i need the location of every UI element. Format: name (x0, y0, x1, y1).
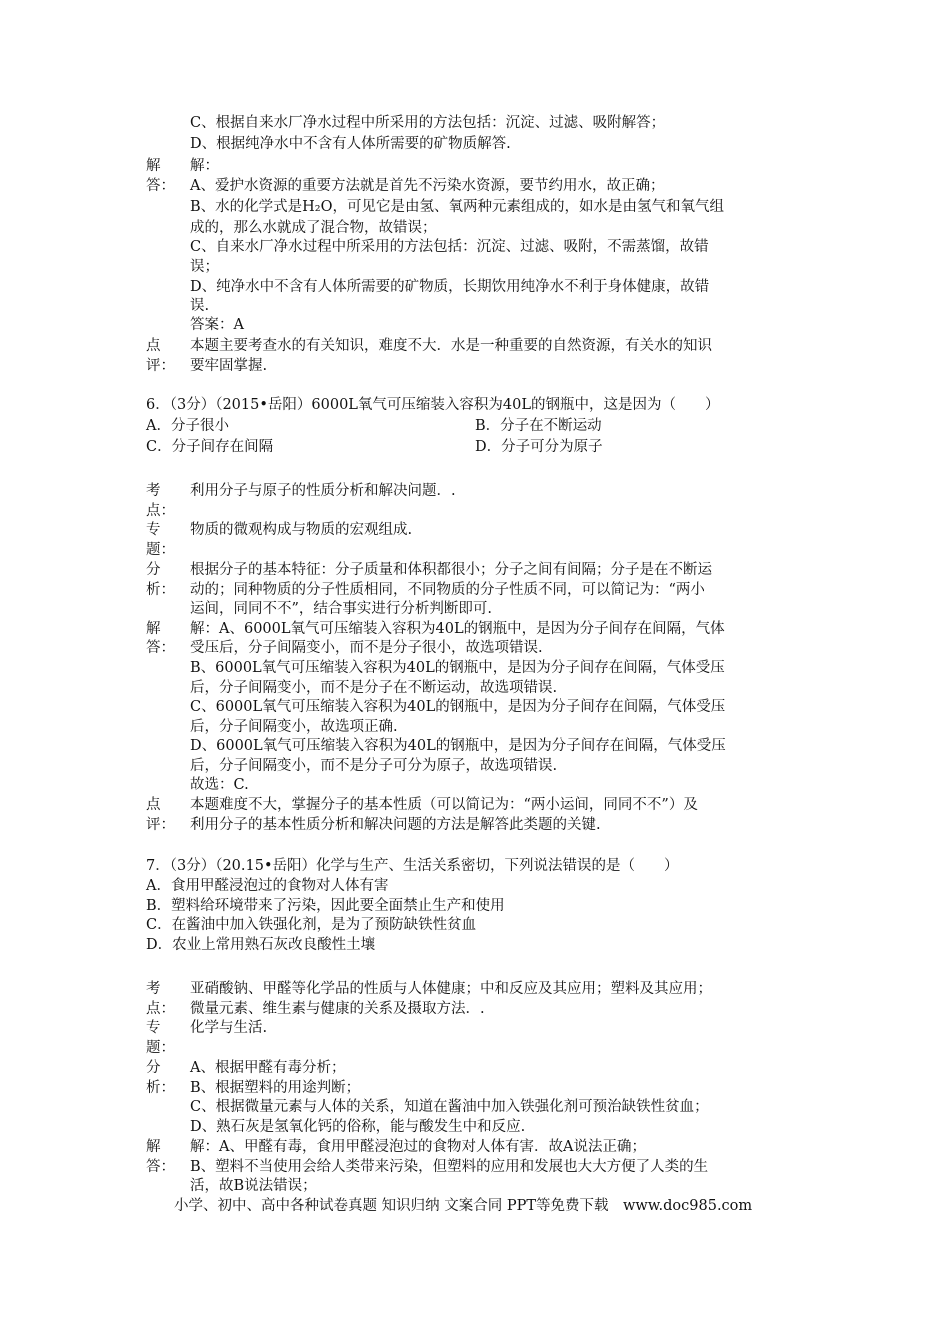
section-label: 答： (146, 640, 175, 656)
section-label: 解 (146, 158, 161, 174)
text-line: C．分子间存在间隔 (146, 439, 274, 455)
text-line: B．塑料给环境带来了污染，因此要全面禁止生产和使用 (146, 898, 505, 914)
text-line: 解： (190, 158, 219, 174)
text-line: D、6000L氧气可压缩装入容积为40L的钢瓶中，是因为分子间存在间隔，气体受压 (190, 738, 726, 754)
section-label: 点 (146, 797, 161, 813)
text-line: 运间，同同不不”，结合事实进行分析判断即可. (190, 601, 493, 617)
text-line: B、塑料不当使用会给人类带来污染，但塑料的应用和发展也大大方便了人类的生 (190, 1159, 709, 1175)
section-label: 解 (146, 621, 161, 637)
text-line: C、根据自来水厂净水过程中所采用的方法包括：沉淀、过滤、吸附解答； (190, 115, 666, 131)
text-line: B．分子在不断运动 (475, 418, 602, 434)
section-label: 专 (146, 1020, 161, 1036)
text-line: A．食用甲醛浸泡过的食物对人体有害 (146, 878, 389, 894)
text-line: 活，故B说法错误； (190, 1178, 317, 1194)
section-label: 考 (146, 981, 161, 997)
text-line: 物质的微观构成与物质的宏观组成. (190, 522, 413, 538)
text-line: A、爱护水资源的重要方法就是首先不污染水资源，要节约用水，故正确； (190, 178, 665, 194)
text-line: D、熟石灰是氢氧化钙的俗称，能与酸发生中和反应. (190, 1119, 526, 1135)
text-line: 误； (190, 259, 219, 275)
text-line: D、根据纯净水中不含有人体所需要的矿物质解答. (190, 136, 511, 152)
section-label: 题： (146, 1040, 175, 1056)
text-line: C、根据微量元素与人体的关系，知道在酱油中加入铁强化剂可预治缺铁性贫血； (190, 1099, 709, 1115)
text-line: 本题主要考查水的有关知识，难度不大．水是一种重要的自然资源，有关水的知识 (190, 338, 712, 354)
text-line: 6．（3分）（2015•岳阳）6000L氧气可压缩装入容积为40L的钢瓶中，这是因为（ ） (146, 397, 720, 413)
text-line: D．分子可分为原子 (475, 439, 603, 455)
text-line: 成的，那么水就成了混合物，故错误； (190, 220, 437, 236)
text-line: 故选：C. (190, 777, 249, 793)
text-line: 本题难度不大，掌握分子的基本性质（可以简记为：“两小运间，同同不不”）及 (190, 797, 698, 813)
text-line: B、根据塑料的用途判断； (190, 1080, 361, 1096)
text-line: 后，分子间隔变小，故选项正确. (190, 719, 398, 735)
text-line: 亚硝酸钠、甲醛等化学品的性质与人体健康；中和反应及其应用；塑料及其应用； (190, 981, 712, 997)
section-label: 专 (146, 522, 161, 538)
text-line: 要牢固掌握. (190, 358, 268, 374)
text-line: 后，分子间隔变小，而不是分子在不断运动，故选项错误. (190, 680, 558, 696)
footer-text: 小学、初中、高中各种试卷真题 知识归纳 文案合同 PPT等免费下载 www.doc985.com (174, 1198, 753, 1214)
section-label: 考 (146, 483, 161, 499)
section-label: 析： (146, 1080, 175, 1096)
text-line: 受压后，分子间隔变小，而不是分子很小，故选项错误. (190, 640, 543, 656)
text-line: C、6000L氧气可压缩装入容积为40L的钢瓶中，是因为分子间存在间隔，气体受压 (190, 699, 726, 715)
text-line: C、自来水厂净水过程中所采用的方法包括：沉淀、过滤、吸附，不需蒸馏，故错 (190, 239, 709, 255)
text-line: 化学与生活. (190, 1020, 268, 1036)
section-label: 答： (146, 178, 175, 194)
text-line: 误. (190, 298, 210, 314)
text-line: 解：A、6000L氧气可压缩装入容积为40L的钢瓶中，是因为分子间存在间隔，气体 (190, 621, 725, 637)
text-line: D、纯净水中不含有人体所需要的矿物质，长期饮用纯净水不利于身体健康，故错 (190, 279, 710, 295)
section-label: 点： (146, 1001, 175, 1017)
text-line: 利用分子的基本性质分析和解决问题的方法是解答此类题的关键. (190, 817, 601, 833)
section-label: 答： (146, 1159, 175, 1175)
text-line: A、根据甲醛有毒分析； (190, 1060, 346, 1076)
section-label: 题： (146, 542, 175, 558)
text-line: C．在酱油中加入铁强化剂，是为了预防缺铁性贫血 (146, 917, 477, 933)
text-line: 根据分子的基本特征：分子质量和体积都很小；分子之间有间隔；分子是在不断运 (190, 562, 712, 578)
text-line: 动的；同种物质的分子性质相同，不同物质的分子性质不同，可以简记为：“两小 (190, 582, 705, 598)
text-line: 利用分子与原子的性质分析和解决问题．. (190, 483, 456, 499)
section-label: 评： (146, 817, 175, 833)
section-label: 分 (146, 1060, 161, 1076)
text-line: A．分子很小 (146, 418, 229, 434)
text-line: B、6000L氧气可压缩装入容积为40L的钢瓶中，是因为分子间存在间隔，气体受压 (190, 660, 725, 676)
section-label: 点： (146, 503, 175, 519)
text-line: B、水的化学式是H₂O，可见它是由氢、氧两种元素组成的，如水是由氢气和氧气组 (190, 199, 724, 215)
text-line: 后，分子间隔变小，而不是分子可分为原子，故选项错误. (190, 758, 558, 774)
section-label: 析： (146, 582, 175, 598)
text-line: 7．（3分）（20.15•岳阳）化学与生产、生活关系密切，下列说法错误的是（ ） (146, 858, 679, 874)
text-line: 答案：A (190, 317, 244, 333)
text-line: D．农业上常用熟石灰改良酸性土壤 (146, 937, 376, 953)
section-label: 评： (146, 358, 175, 374)
text-line: 解：A、甲醛有毒，食用甲醛浸泡过的食物对人体有害．故A说法正确； (190, 1139, 646, 1155)
section-label: 分 (146, 562, 161, 578)
section-label: 点 (146, 338, 161, 354)
text-line: 微量元素、维生素与健康的关系及摄取方法．. (190, 1001, 485, 1017)
section-label: 解 (146, 1139, 161, 1155)
